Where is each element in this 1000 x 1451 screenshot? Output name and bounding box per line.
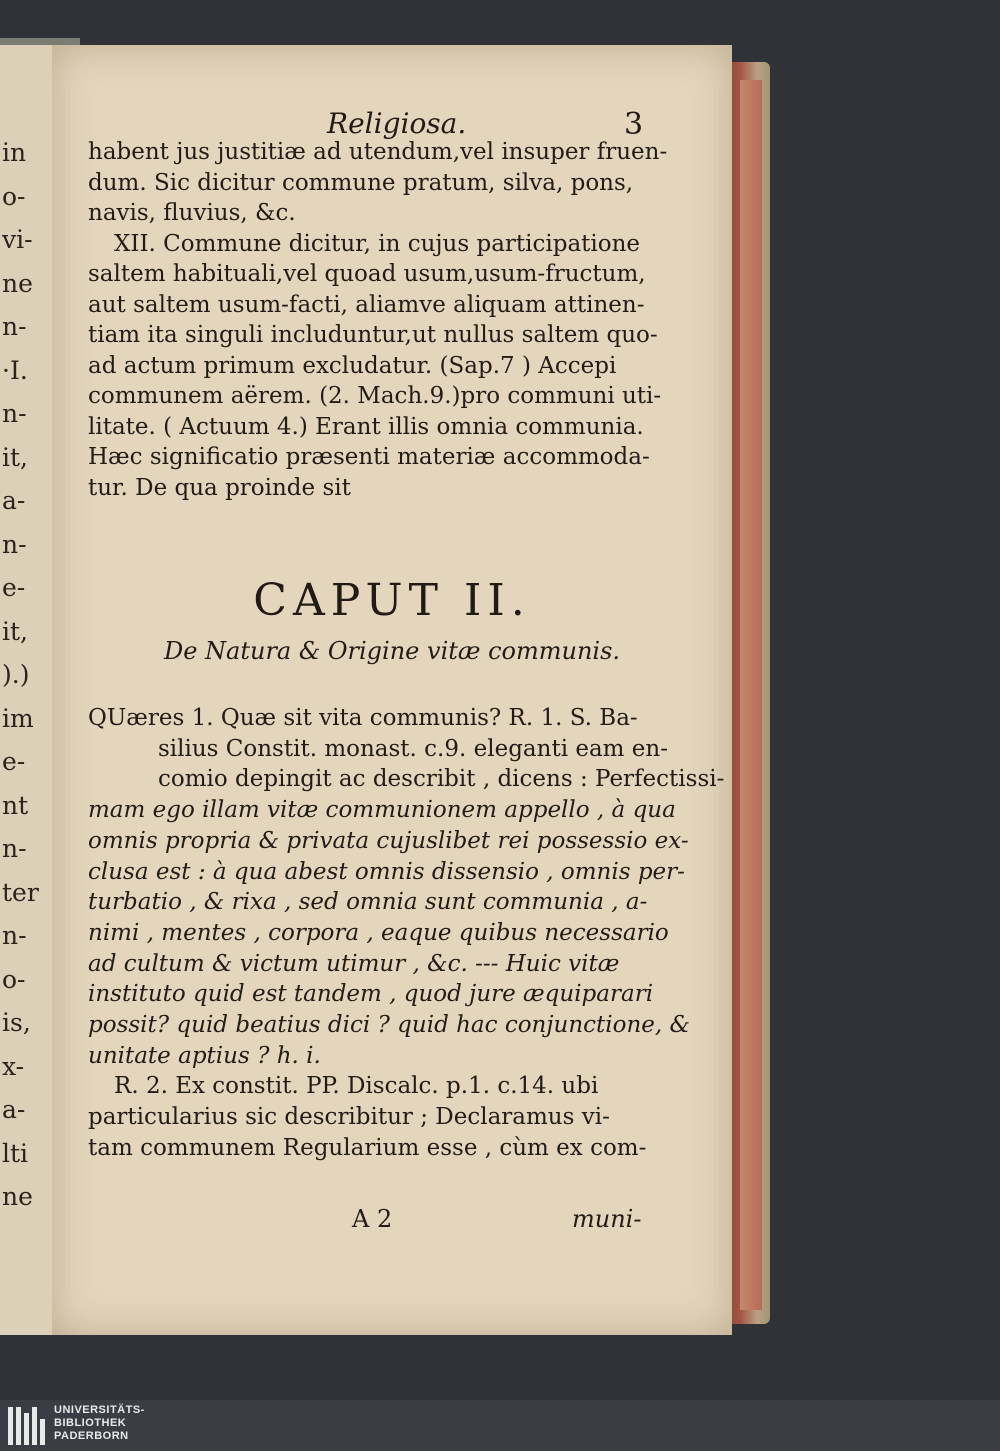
text-line: saltem habituali,vel quoad usum,usum-fructum, xyxy=(88,261,646,287)
library-logo-icon xyxy=(4,1403,50,1449)
text-line: ad actum primum excludatur. (Sap.7 ) Accepi xyxy=(88,352,617,379)
text-line: navis, fluvius, &c. xyxy=(88,200,296,226)
left-page-text-fragment: e- xyxy=(2,573,26,602)
text-line: communem aërem. (2. Mach.9.)pro communi uti- xyxy=(88,383,662,409)
text-line: unitate aptius ? h. i. xyxy=(88,1042,321,1069)
paragraph-2 xyxy=(88,229,662,504)
running-head: Religiosa. xyxy=(327,107,467,140)
text-line: litate. ( Actuum 4.) Erant illis omnia communia. xyxy=(88,413,644,440)
text-line: tam communem Regularium esse , cùm ex com- xyxy=(88,1134,647,1161)
left-page-text-fragment: n- xyxy=(2,834,27,863)
left-page-text-fragment: it, xyxy=(2,442,28,472)
text-line: mam ego illam vitæ communionem appello , à qua xyxy=(88,797,676,824)
left-page-text-fragment: ).) xyxy=(2,660,30,689)
chapter-title: CAPUT II. xyxy=(253,575,531,626)
library-name-line: UNIVERSITÄTS- xyxy=(54,1404,145,1416)
page-number: 3 xyxy=(624,107,644,142)
left-page-text-fragment: e- xyxy=(2,747,26,776)
left-page-text-fragment: o- xyxy=(2,964,26,994)
text-line: possit? quid beatius dici ? quid hac conjunctione, & xyxy=(88,1012,690,1039)
left-page-text-fragment: ·I. xyxy=(2,355,28,385)
library-name xyxy=(54,1404,145,1443)
left-page-text-fragment: n- xyxy=(2,399,27,428)
left-page-text-fragment: ne xyxy=(2,1182,33,1211)
left-page-text-fragment: vi- xyxy=(2,225,33,254)
left-page-text-fragment: o- xyxy=(2,181,26,211)
text-line: instituto quid est tandem , quod jure æquiparari xyxy=(88,981,654,1008)
text-line: turbatio , & rixa , sed omnia sunt communia , a- xyxy=(88,889,648,916)
left-page-text-fragment: lti xyxy=(2,1138,29,1168)
left-page-text-fragment: im xyxy=(2,703,34,733)
text-line: clusa est : à qua abest omnis dissensio , omnis per- xyxy=(88,858,685,885)
left-page-text-fragment: in xyxy=(2,138,27,167)
text-line: nimi , mentes , corpora , eaque quibus necessario xyxy=(88,919,669,946)
text-line: particularius sic describitur ; Declaramus vi- xyxy=(88,1104,610,1131)
left-page-text-fragment: n- xyxy=(2,529,27,559)
text-line: R. 2. Ex constit. PP. Discalc. p.1. c.14. ubi xyxy=(114,1073,599,1100)
text-block-upper xyxy=(88,137,668,503)
footer-bar xyxy=(0,1400,1000,1451)
left-page-text-fragment: is, xyxy=(2,1008,31,1037)
left-page-text-fragment: n- xyxy=(2,921,27,950)
text-line: habent jus justitiæ ad utendum,vel insuper fruen- xyxy=(88,139,668,165)
left-page-text-fragment: ne xyxy=(2,268,33,298)
library-name-line: BIBLIOTHEK xyxy=(54,1417,127,1429)
text-line: tiam ita singuli includuntur,ut nullus saltem quo- xyxy=(88,322,658,348)
text-line: omnis propria & privata cujuslibet rei possessio ex- xyxy=(88,827,689,854)
chapter-subtitle: De Natura & Origine vitæ communis. xyxy=(163,637,621,665)
text-line: comio depingit ac describit , dicens : Perfectissi- xyxy=(158,766,725,793)
text-line: XII. Commune dicitur, in cujus participatione xyxy=(114,230,641,257)
left-page-text-fragment: a- xyxy=(2,1095,26,1124)
paragraph-1 xyxy=(88,137,668,229)
left-page-text-fragment: x- xyxy=(2,1051,25,1081)
left-page-text-fragment: ter xyxy=(2,877,39,907)
text-line: Hæc significatio præsenti materiæ accommoda- xyxy=(88,444,650,470)
left-page-text-fragment: a- xyxy=(2,486,26,515)
book-edge-red xyxy=(740,80,762,1310)
signature-mark: A 2 xyxy=(352,1205,393,1233)
right-page xyxy=(52,45,732,1335)
left-page-fragment xyxy=(0,45,55,1335)
text-line: tur. De qua proinde sit xyxy=(88,474,351,501)
library-name-line: PADERBORN xyxy=(54,1430,129,1442)
text-line: aut saltem usum-facti, aliamve aliquam attinen- xyxy=(88,291,645,318)
left-page-text-fragment: it, xyxy=(2,616,28,646)
paragraph-3 xyxy=(88,703,725,1164)
catchword: muni- xyxy=(572,1205,642,1233)
left-page-text-fragment: nt xyxy=(2,790,29,820)
text-line: ad cultum & victum utimur , &c. --- Huic vitæ xyxy=(88,950,620,977)
left-page-text-fragment: n- xyxy=(2,312,27,341)
text-line: QUæres 1. Quæ sit vita communis? R. 1. S. Ba- xyxy=(88,705,638,731)
text-line: dum. Sic dicitur commune pratum, silva, pons, xyxy=(88,169,634,196)
text-line: silius Constit. monast. c.9. eleganti eam en- xyxy=(158,735,668,762)
